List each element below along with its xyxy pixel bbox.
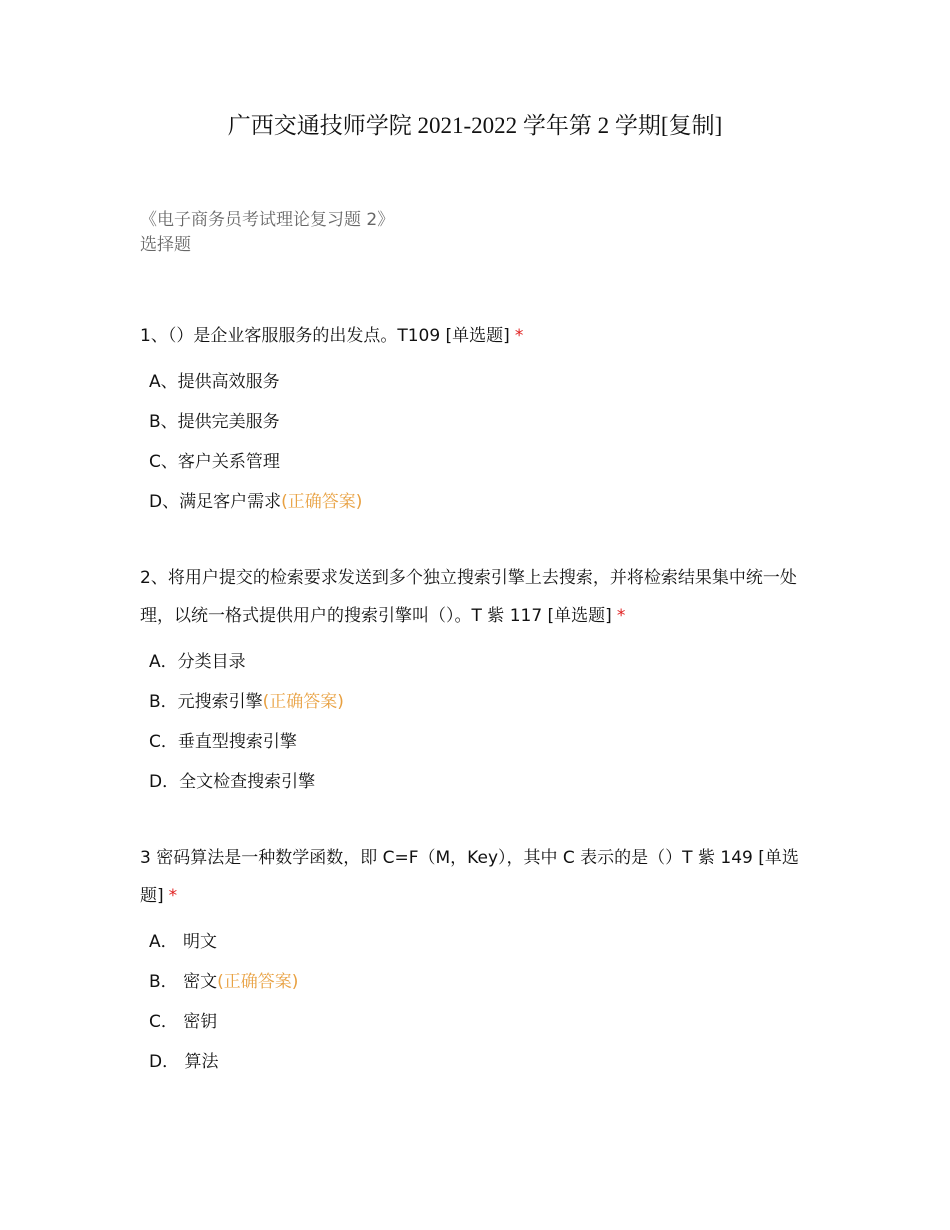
question-1-option-c bbox=[149, 449, 809, 475]
option-text: C．垂直型搜索引擎 bbox=[149, 732, 297, 752]
question-1 bbox=[140, 317, 810, 355]
question-1-option-d bbox=[149, 489, 809, 515]
correct-answer-tag: (正确答案) bbox=[281, 492, 363, 512]
required-mark: * bbox=[616, 606, 626, 626]
required-mark: * bbox=[168, 886, 178, 906]
survey-description: 《电子商务员考试理论复习题 2》 bbox=[140, 210, 395, 230]
question-1-option-b bbox=[149, 409, 809, 435]
question-2-option-a bbox=[149, 649, 809, 675]
question-2-option-b bbox=[149, 689, 809, 715]
required-mark: * bbox=[514, 326, 524, 346]
question-text: 3 密码算法是一种数学函数，即 C=F（M，Key），其中 C 表示的是（）T 紫 149 [单选题] bbox=[140, 848, 799, 906]
correct-answer-tag: (正确答案) bbox=[262, 692, 344, 712]
option-text: A． 明文 bbox=[149, 932, 218, 952]
question-text: 2、将用户提交的检索要求发送到多个独立搜索引擎上去搜索，并将检索结果集中统一处理，以统一格式提供用户的搜索引擎叫（）。T 紫 117 [单选题] bbox=[140, 568, 797, 626]
option-text: A．分类目录 bbox=[149, 652, 246, 672]
page-title: 广西交通技师学院 2021-2022 学年第 2 学期[复制] bbox=[227, 113, 723, 138]
correct-answer-tag: (正确答案) bbox=[217, 972, 299, 992]
option-text: C、客户关系管理 bbox=[149, 452, 280, 472]
option-text: A、提供高效服务 bbox=[149, 372, 280, 392]
section-heading: 选择题 bbox=[140, 235, 191, 255]
option-text: D．全文检查搜索引擎 bbox=[149, 772, 316, 792]
question-3-option-a bbox=[149, 929, 809, 955]
option-text: D、满足客户需求 bbox=[149, 492, 282, 512]
option-text: C． 密钥 bbox=[149, 1012, 218, 1032]
option-text: B、提供完美服务 bbox=[149, 412, 280, 432]
option-text: B．元搜索引擎 bbox=[149, 692, 263, 712]
question-2-option-d bbox=[149, 769, 809, 795]
question-text: 1、（）是企业客服服务的出发点。T109 [单选题] bbox=[140, 326, 510, 346]
question-1-option-a bbox=[149, 369, 809, 395]
question-3-option-c bbox=[149, 1009, 809, 1035]
question-2 bbox=[140, 559, 810, 635]
option-text: D． 算法 bbox=[149, 1052, 219, 1072]
question-3 bbox=[140, 839, 810, 915]
question-2-option-c bbox=[149, 729, 809, 755]
question-3-option-b bbox=[149, 969, 809, 995]
question-3-option-d bbox=[149, 1049, 809, 1075]
option-text: B． 密文 bbox=[149, 972, 218, 992]
